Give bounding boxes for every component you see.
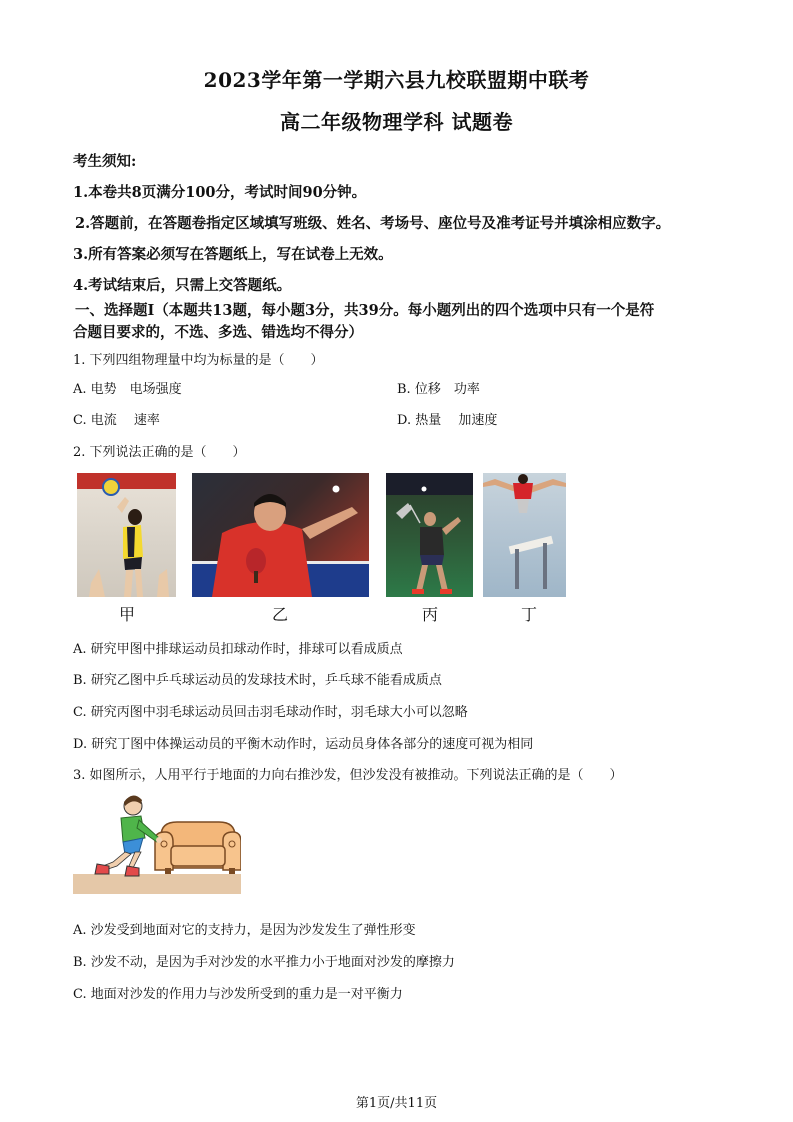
notice-heading: 考生须知: [73,153,137,170]
caption-ding: 丁 [520,605,537,624]
caption-bing: 丙 [421,605,438,624]
badminton-photo [386,473,473,597]
q3-option-a: A. 沙发受到地面对它的支持力，是因为沙发发生了弹性形变 [73,923,416,938]
volleyball-photo [77,473,176,597]
notice-item-2: 2.答题前，在答题卷指定区域填写班级、姓名、考场号、座位号及准考证号并填涂相应数字。 [75,215,671,232]
notice-item-1: 1.本卷共8页满分100分，考试时间90分钟。 [73,184,367,201]
q2-option-b: B. 研究乙图中乒乓球运动员的发球技术时，乒乓球不能看成质点 [73,673,442,688]
page-footer: 第1页/共11页 [355,1096,438,1111]
q2-option-c: C. 研究丙图中羽毛球运动员回击羽毛球动作时，羽毛球大小可以忽略 [73,705,468,720]
q1-option-a: A. 电势 电场强度 [73,382,182,397]
section-heading-line1: 一、选择题Ⅰ（本题共13题，每小题3分，共39分。每小题列出的四个选项中只有一个是符 [75,302,655,319]
q3-option-b: B. 沙发不动，是因为手对沙发的水平推力小于地面对沙发的摩擦力 [73,955,455,970]
caption-jia: 甲 [118,605,135,624]
notice-item-3: 3.所有答案必须写在答题纸上，写在试卷上无效。 [73,246,393,263]
push-sofa-illustration [73,788,241,894]
q2-option-a: A. 研究甲图中排球运动员扣球动作时，排球可以看成质点 [73,642,403,657]
notice-item-4: 4.考试结束后，只需上交答题纸。 [73,277,292,294]
exam-subtitle: 高二年级物理学科 试题卷 [280,110,513,134]
q2-stem: 2. 下列说法正确的是（ ） [73,445,246,460]
q1-stem: 1. 下列四组物理量中均为标量的是（ ） [73,353,324,368]
balance-beam-photo [483,473,566,597]
q1-option-d: D. 热量 加速度 [397,413,498,428]
q3-stem: 3. 如图所示，人用平行于地面的力向右推沙发，但沙发没有被推动。下列说法正确的是（ ） [73,768,623,783]
q3-option-c: C. 地面对沙发的作用力与沙发所受到的重力是一对平衡力 [73,987,403,1002]
caption-yi: 乙 [271,605,288,624]
q1-option-b: B. 位移 功率 [397,382,480,397]
q1-option-c: C. 电流 速率 [73,413,160,428]
section-heading-line2: 合题目要求的，不选、多选、错选均不得分） [73,324,363,341]
table-tennis-photo [192,473,369,597]
exam-title: 2023学年第一学期六县九校联盟期中联考 [203,68,590,92]
q2-option-d: D. 研究丁图中体操运动员的平衡木动作时，运动员身体各部分的速度可视为相同 [73,737,534,752]
